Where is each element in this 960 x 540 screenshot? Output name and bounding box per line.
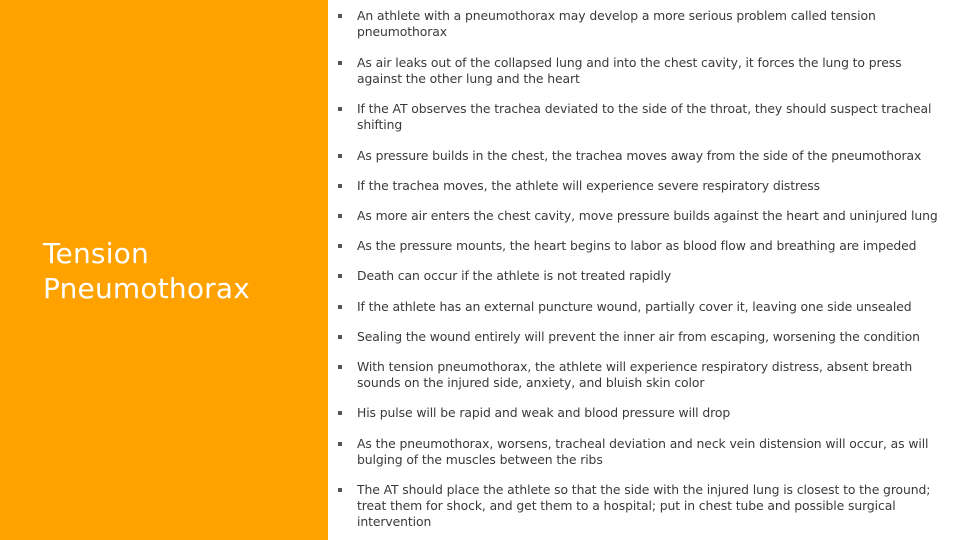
bullet-item [338, 208, 950, 224]
bullet-text: His pulse will be rapid and weak and blood pressure will drop [357, 405, 731, 420]
bullet-text: As the pressure mounts, the heart begins to labor as blood flow and breathing are impeded [357, 238, 917, 253]
bullet-text: As pressure builds in the chest, the trachea moves away from the side of the pneumothorax [357, 148, 922, 163]
slide-title: Tension Pneumothorax [43, 237, 251, 305]
bullet-marker-icon [338, 14, 342, 18]
bullet-item [338, 359, 950, 391]
bullet-item [338, 238, 950, 254]
bullet-text: If the athlete has an external puncture wound, partially cover it, leaving one side unsealed [357, 299, 912, 314]
bullet-marker-icon [338, 107, 342, 111]
title-panel [0, 0, 328, 540]
bullet-item [338, 178, 950, 194]
bullet-marker-icon [338, 154, 342, 158]
bullet-text: With tension pneumothorax, the athlete will experience respiratory distress, absent breath sounds on the injured side, anxiety, and bluish skin color [357, 359, 913, 390]
bullet-item [338, 299, 950, 315]
bullet-item [338, 101, 950, 133]
bullet-text: If the trachea moves, the athlete will experience severe respiratory distress [357, 178, 821, 193]
bullet-text: As more air enters the chest cavity, move pressure builds against the heart and uninjured lung [357, 208, 938, 223]
bullet-item [338, 55, 950, 87]
bullet-text: The AT should place the athlete so that the side with the injured lung is closest to the ground; treat them for shock, and get them to a hospital; put in chest tube and possible surgical intervention [357, 482, 931, 529]
bullet-text: If the AT observes the trachea deviated to the side of the throat, they should suspect tracheal shifting [357, 101, 932, 132]
bullet-item [338, 436, 950, 468]
bullet-marker-icon [338, 274, 342, 278]
bullet-marker-icon [338, 61, 342, 65]
bullet-marker-icon [338, 335, 342, 339]
bullet-item [338, 329, 950, 345]
bullet-item [338, 148, 950, 164]
bullet-marker-icon [338, 244, 342, 248]
bullet-item [338, 8, 950, 40]
bullet-marker-icon [338, 411, 342, 415]
bullet-text: As air leaks out of the collapsed lung and into the chest cavity, it forces the lung to press against the other lung and the heart [357, 55, 902, 86]
bullet-marker-icon [338, 184, 342, 188]
bullet-marker-icon [338, 305, 342, 309]
bullet-marker-icon [338, 365, 342, 369]
bullet-item [338, 482, 950, 530]
bullet-text: As the pneumothorax, worsens, tracheal deviation and neck vein distension will occur, as will bulging of the muscles between the ribs [357, 436, 929, 467]
bullet-text: Sealing the wound entirely will prevent the inner air from escaping, worsening the condition [357, 329, 920, 344]
bullet-text: An athlete with a pneumothorax may develop a more serious problem called tension pneumothorax [357, 8, 876, 39]
bullet-item [338, 268, 950, 284]
bullet-marker-icon [338, 488, 342, 492]
bullet-text: Death can occur if the athlete is not treated rapidly [357, 268, 672, 283]
bullet-marker-icon [338, 214, 342, 218]
bullet-marker-icon [338, 442, 342, 446]
bullet-item [338, 405, 950, 421]
